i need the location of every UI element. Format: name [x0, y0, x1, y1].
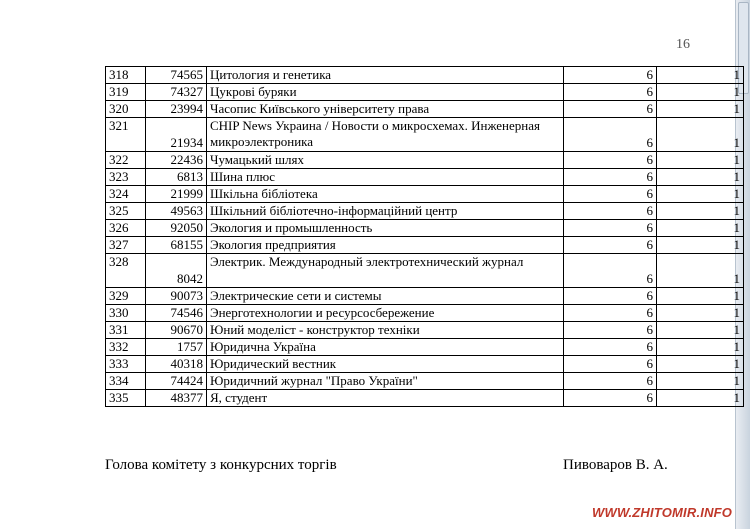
subscription-index: 68155 — [146, 237, 207, 254]
table-row — [106, 101, 744, 118]
row-number: 325 — [106, 203, 146, 220]
row-number: 328 — [106, 254, 146, 288]
subscription-index: 48377 — [146, 390, 207, 407]
row-number: 326 — [106, 220, 146, 237]
quantity-months: 6 — [564, 356, 657, 373]
subscription-index: 1757 — [146, 339, 207, 356]
row-number: 318 — [106, 67, 146, 84]
table-row — [106, 356, 744, 373]
subscription-index: 21934 — [146, 118, 207, 152]
subscription-index: 23994 — [146, 101, 207, 118]
publication-name: Я, студент — [207, 390, 564, 407]
table-row — [106, 288, 744, 305]
table-row — [106, 203, 744, 220]
publication-name: Чумацький шлях — [207, 152, 564, 169]
publication-name: Юридический вестник — [207, 356, 564, 373]
row-number: 327 — [106, 237, 146, 254]
quantity-copies: 1 — [657, 67, 744, 84]
table-row — [106, 254, 744, 288]
quantity-months: 6 — [564, 186, 657, 203]
quantity-months: 6 — [564, 305, 657, 322]
table-row — [106, 169, 744, 186]
table-row — [106, 339, 744, 356]
publication-name: Часопис Київського університету права — [207, 101, 564, 118]
quantity-months: 6 — [564, 152, 657, 169]
quantity-months: 6 — [564, 67, 657, 84]
quantity-months: 6 — [564, 101, 657, 118]
quantity-months: 6 — [564, 288, 657, 305]
subscription-index: 92050 — [146, 220, 207, 237]
subscription-index: 6813 — [146, 169, 207, 186]
table-row — [106, 390, 744, 407]
quantity-copies: 1 — [657, 373, 744, 390]
publication-name: Экология предприятия — [207, 237, 564, 254]
subscription-index: 90670 — [146, 322, 207, 339]
page-number: 16 — [676, 37, 690, 52]
quantity-copies: 1 — [657, 339, 744, 356]
quantity-copies: 1 — [657, 254, 744, 288]
quantity-copies: 1 — [657, 237, 744, 254]
publication-name: Цитология и генетика — [207, 67, 564, 84]
publication-name: Шкільний бібліотечно-інформаційний центр — [207, 203, 564, 220]
publication-name: Шкільна бібліотека — [207, 186, 564, 203]
publication-name: Электрик. Международный электротехнический журнал — [207, 254, 564, 288]
table-row — [106, 305, 744, 322]
table-row — [106, 67, 744, 84]
subscription-index: 49563 — [146, 203, 207, 220]
quantity-months: 6 — [564, 339, 657, 356]
row-number: 324 — [106, 186, 146, 203]
quantity-copies: 1 — [657, 152, 744, 169]
row-number: 330 — [106, 305, 146, 322]
row-number: 329 — [106, 288, 146, 305]
quantity-months: 6 — [564, 84, 657, 101]
publication-name: Экология и промышленность — [207, 220, 564, 237]
table-row — [106, 84, 744, 101]
row-number: 323 — [106, 169, 146, 186]
quantity-copies: 1 — [657, 390, 744, 407]
quantity-copies: 1 — [657, 356, 744, 373]
table-row — [106, 322, 744, 339]
quantity-months: 6 — [564, 237, 657, 254]
publication-name: CHIP News Украина / Новости о микросхемах. Инженерная микроэлектроника — [207, 118, 564, 152]
publication-name: Юридичний журнал "Право України" — [207, 373, 564, 390]
quantity-copies: 1 — [657, 305, 744, 322]
quantity-copies: 1 — [657, 220, 744, 237]
periodicals-table — [105, 66, 744, 407]
quantity-months: 6 — [564, 254, 657, 288]
row-number: 319 — [106, 84, 146, 101]
publication-name: Юридична Україна — [207, 339, 564, 356]
table-row — [106, 152, 744, 169]
quantity-copies: 1 — [657, 186, 744, 203]
quantity-months: 6 — [564, 322, 657, 339]
site-watermark: WWW.ZHITOMIR.INFO — [592, 505, 733, 520]
quantity-copies: 1 — [657, 288, 744, 305]
subscription-index: 40318 — [146, 356, 207, 373]
row-number: 331 — [106, 322, 146, 339]
row-number: 332 — [106, 339, 146, 356]
footer-signatory: Пивоваров В. А. — [563, 457, 668, 473]
publication-name: Электрические сети и системы — [207, 288, 564, 305]
quantity-months: 6 — [564, 203, 657, 220]
quantity-months: 6 — [564, 220, 657, 237]
quantity-copies: 1 — [657, 322, 744, 339]
subscription-index: 8042 — [146, 254, 207, 288]
quantity-months: 6 — [564, 118, 657, 152]
table-row — [106, 237, 744, 254]
quantity-months: 6 — [564, 373, 657, 390]
row-number: 320 — [106, 101, 146, 118]
publication-name: Юний моделіст - конструктор техніки — [207, 322, 564, 339]
subscription-index: 90073 — [146, 288, 207, 305]
subscription-index: 74546 — [146, 305, 207, 322]
quantity-months: 6 — [564, 390, 657, 407]
subscription-index: 74424 — [146, 373, 207, 390]
row-number: 333 — [106, 356, 146, 373]
subscription-index: 22436 — [146, 152, 207, 169]
footer-committee-head: Голова комітету з конкурсних торгів — [105, 457, 337, 473]
quantity-copies: 1 — [657, 118, 744, 152]
table-row — [106, 186, 744, 203]
table-row — [106, 373, 744, 390]
row-number: 335 — [106, 390, 146, 407]
table-row — [106, 220, 744, 237]
subscription-index: 21999 — [146, 186, 207, 203]
quantity-copies: 1 — [657, 84, 744, 101]
publication-name: Энерготехнологии и ресурсосбережение — [207, 305, 564, 322]
subscription-index: 74327 — [146, 84, 207, 101]
publication-name: Шина плюс — [207, 169, 564, 186]
quantity-copies: 1 — [657, 203, 744, 220]
quantity-months: 6 — [564, 169, 657, 186]
subscription-index: 74565 — [146, 67, 207, 84]
quantity-copies: 1 — [657, 169, 744, 186]
quantity-copies: 1 — [657, 101, 744, 118]
publication-name: Цукрові буряки — [207, 84, 564, 101]
table-row — [106, 118, 744, 152]
row-number: 322 — [106, 152, 146, 169]
row-number: 334 — [106, 373, 146, 390]
row-number: 321 — [106, 118, 146, 152]
